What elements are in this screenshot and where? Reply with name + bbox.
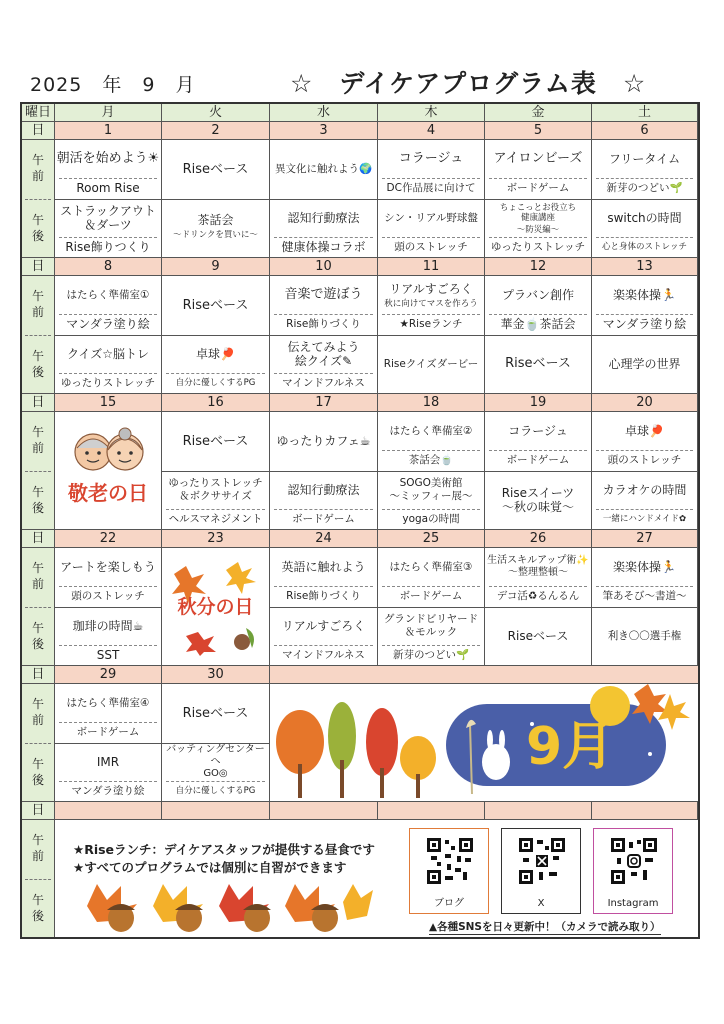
shubun-no-hi-label: 秋分の日 [177, 595, 254, 618]
program-cell: 生活スキルアップ術✨ ～整理整頓～ デコ活♻るんるん Riseベース [485, 548, 592, 666]
program-cell: ゆったりカフェ☕ 認知行動療法 ボードゲーム [270, 412, 378, 530]
program-cell: アイロンビーズ ボードゲーム ちょこっとお役立ち 健康講座 ～防災編～ ゆったりストレッチ [485, 140, 592, 258]
program-cell: フリータイム 新芽のつどい🌱 switchの時間 心と身体のストレッチ [592, 140, 698, 258]
acorns-leaves-icon [77, 876, 377, 934]
date-cell: 25 [378, 530, 485, 548]
date-cell [162, 802, 270, 820]
ampm-label: 午 前 午 後 [22, 412, 55, 530]
date-cell: 26 [485, 530, 592, 548]
weekday-mon: 月 [55, 104, 162, 122]
date-row-week1 [22, 122, 698, 140]
month-badge: 9月 [526, 717, 615, 777]
date-cell-empty [270, 666, 698, 684]
blog-qr-code-icon [427, 838, 473, 884]
weekday-fri: 金 [485, 104, 592, 122]
ampm-label: 午 前 午 後 [22, 820, 55, 937]
elderly-couple-icon [67, 426, 149, 476]
footer-area [55, 820, 698, 937]
date-cell [55, 802, 162, 820]
program-cell: 卓球🏓 頭のストレッチ カラオケの時間 一緒にハンドメイド✿ [592, 412, 698, 530]
program-cell: Riseベース バッティングセンター へ GO◎ 自分に優しくするPG [162, 684, 270, 802]
date-row-week5 [22, 666, 698, 684]
program-cell: Riseベース ゆったりストレッチ ＆ボクササイズ ヘルスマネジメント [162, 412, 270, 530]
weekday-wed: 水 [270, 104, 378, 122]
date-cell: 3 [270, 122, 378, 140]
date-cell: 19 [485, 394, 592, 412]
date-cell: 24 [270, 530, 378, 548]
instagram-qr[interactable]: Instagram [593, 828, 673, 914]
shubun-no-hi-cell [162, 548, 270, 666]
program-cell: アートを楽しもう 頭のストレッチ 珈琲の時間☕ SST [55, 548, 162, 666]
program-cell: 楽楽体操🏃 マンダラ塗り絵 心理学の世界 [592, 276, 698, 394]
date-cell: 5 [485, 122, 592, 140]
date-cell: 22 [55, 530, 162, 548]
date-cell: 18 [378, 394, 485, 412]
date-cell: 29 [55, 666, 162, 684]
program-cell: 音楽で遊ぼう Rise飾りづくり 伝えてみよう 絵クイズ✎ マインドフルネス [270, 276, 378, 394]
date-cell: 12 [485, 258, 592, 276]
year-month: 2025 年 9 月 [30, 74, 196, 96]
program-cell: リアルすごろく 秋に向けてマスを作ろう ★Riseランチ Riseクイズダービー [378, 276, 485, 394]
date-cell: 17 [270, 394, 378, 412]
program-cell: 英語に触れよう Rise飾りづくり リアルすごろく マインドフルネス [270, 548, 378, 666]
september-illustration [270, 684, 698, 802]
date-row-week2 [22, 258, 698, 276]
date-label: 日 [22, 394, 55, 412]
date-label: 日 [22, 530, 55, 548]
program-cell: プラバン創作 華金🍵茶話会 Riseベース [485, 276, 592, 394]
keirou-no-hi-label: 敬老の日 [68, 481, 148, 505]
date-row-week3 [22, 394, 698, 412]
date-cell: 23 [162, 530, 270, 548]
page-header [28, 62, 708, 98]
sns-update-note: ▲各種SNSを日々更新中！（カメラで読み取り） [429, 921, 661, 933]
x-qr[interactable]: X [501, 828, 581, 914]
program-cell: 異文化に触れよう🌍 認知行動療法 健康体操コラボ [270, 140, 378, 258]
program-cell: はたらく準備室③ ボードゲーム グランドビリヤード ＆モルック 新芽のつどい🌱 [378, 548, 485, 666]
ampm-label: 午 前 午 後 [22, 548, 55, 666]
program-cell: はたらく準備室② 茶話会🍵 SOGO美術館 ～ミッフィー展～ yogaの時間 [378, 412, 485, 530]
program-cell: コラージュ ボードゲーム Riseスイーツ ～秋の味覚～ [485, 412, 592, 530]
ampm-label: 午 前 午 後 [22, 140, 55, 258]
date-cell: 8 [55, 258, 162, 276]
date-row-week6 [22, 802, 698, 820]
footnote-self-study: ★すべてのプログラムでは個別に自習ができます [73, 860, 347, 875]
date-label: 日 [22, 122, 55, 140]
date-label: 日 [22, 666, 55, 684]
instagram-qr-code-icon [611, 838, 657, 884]
blog-qr[interactable]: ブログ [409, 828, 489, 914]
program-cell: はたらく準備室④ ボードゲーム IMR マンダラ塗り絵 [55, 684, 162, 802]
date-cell [592, 802, 698, 820]
date-cell: 15 [55, 394, 162, 412]
date-row-week4 [22, 530, 698, 548]
keirou-no-hi-cell [55, 412, 162, 530]
date-cell: 16 [162, 394, 270, 412]
weekday-label: 曜日 [22, 104, 55, 122]
date-label: 日 [22, 258, 55, 276]
date-cell: 11 [378, 258, 485, 276]
date-cell: 13 [592, 258, 698, 276]
weekday-header-row [22, 104, 698, 122]
date-cell: 27 [592, 530, 698, 548]
footnote-rise-lunch: ★Riseランチ：デイケアスタッフが提供する昼食です [73, 842, 375, 857]
program-cell: Riseベース 卓球🏓 自分に優しくするPG [162, 276, 270, 394]
date-cell: 9 [162, 258, 270, 276]
weekday-thu: 木 [378, 104, 485, 122]
ampm-label: 午 前 午 後 [22, 276, 55, 394]
date-cell: 1 [55, 122, 162, 140]
date-cell: 6 [592, 122, 698, 140]
weekday-tue: 火 [162, 104, 270, 122]
program-cell: はたらく準備室① マンダラ塗り絵 クイズ☆脳トレ ゆったりストレッチ [55, 276, 162, 394]
date-label: 日 [22, 802, 55, 820]
program-calendar [20, 102, 700, 939]
date-cell [270, 802, 378, 820]
date-cell: 10 [270, 258, 378, 276]
program-cell: 朝活を始めよう☀ Room Rise ストラックアウト ＆ダーツ Rise飾りつくり [55, 140, 162, 258]
date-cell: 4 [378, 122, 485, 140]
date-cell: 20 [592, 394, 698, 412]
autumn-trees-icon [270, 684, 698, 801]
page-title: ☆ デイケアプログラム表 ☆ [290, 69, 647, 98]
x-qr-code-icon [519, 838, 565, 884]
weekday-sat: 土 [592, 104, 698, 122]
date-cell: 30 [162, 666, 270, 684]
program-cell: コラージュ DC作品展に向けて シン・リアル野球盤 頭のストレッチ [378, 140, 485, 258]
date-cell [378, 802, 485, 820]
date-cell [485, 802, 592, 820]
program-cell: 楽楽体操🏃 筆あそび～書道～ 利き〇〇選手権 [592, 548, 698, 666]
ampm-label: 午 前 午 後 [22, 684, 55, 802]
program-cell: Riseベース 茶話会 ～ドリンクを買いに～ [162, 140, 270, 258]
date-cell: 2 [162, 122, 270, 140]
